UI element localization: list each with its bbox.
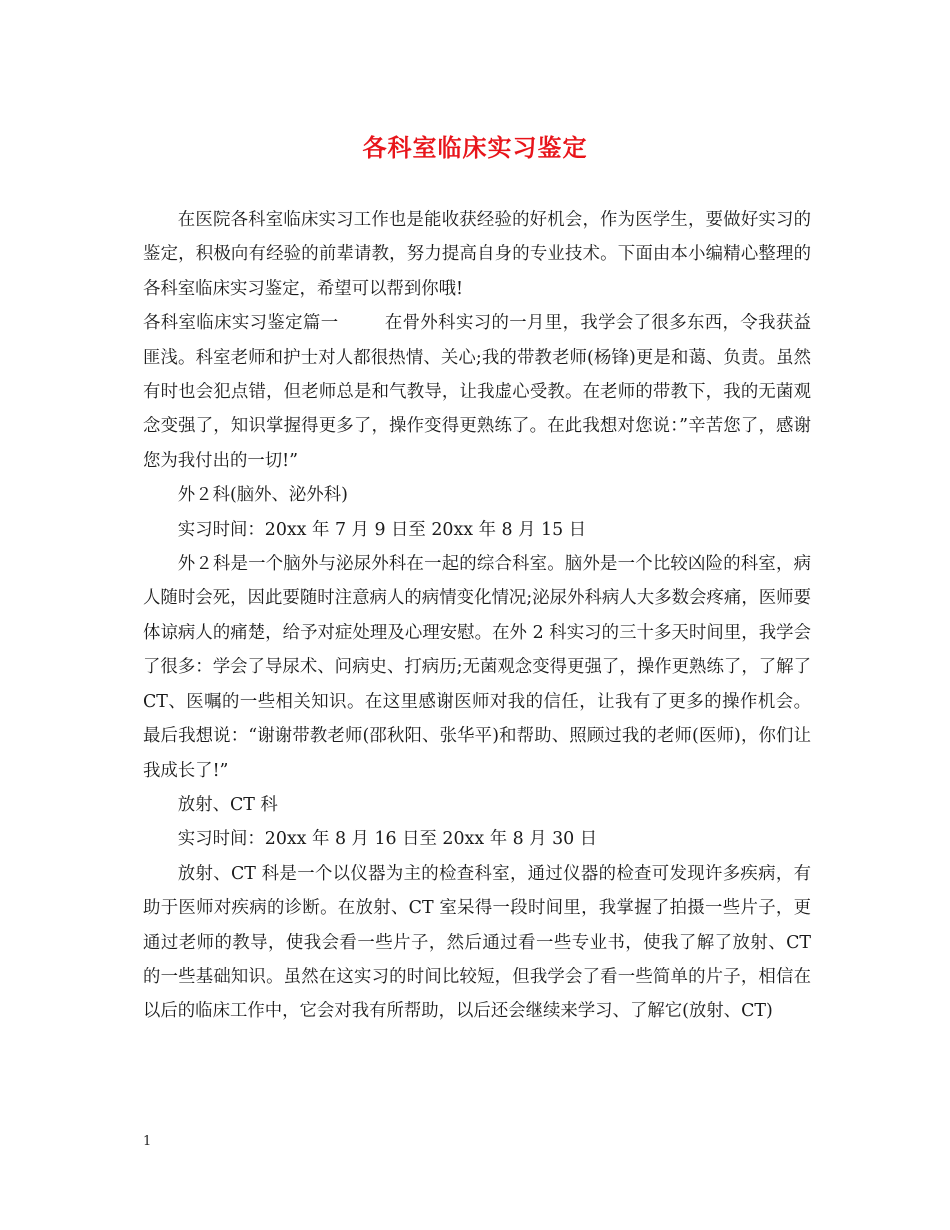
dept3-heading: 放射、CT 科 (177, 794, 278, 815)
section-one-paragraph (143, 306, 811, 478)
dept3-paragraph: 放射、CT 科是一个以仪器为主的检查科室，通过仪器的检查可发现许多疾病，有助于医师对疾病的诊断。在放射、CT 室呆得一段时间里，我掌握了拍摄一些片子，更通过老师的教导，使我会看一些片子，然后通过看一些专业书，使我了解了放射、CT 的一些基础知识。虽然在这实习的时间比较短，但我学会了看一些简单的片子，相信在以后的临床工作中，它会对我有所帮助，以后还会继续来学习、了解它(放射、CT) (143, 863, 811, 1022)
dept2-paragraph: 外２科是一个脑外与泌尿外科在一起的综合科室。脑外是一个比较凶险的科室，病人随时会死，因此要随时注意病人的病情变化情况;泌尿外科病人大多数会疼痛，医师要体谅病人的痛楚，给予对症处理及心理安慰。在外 2 科实习的三十多天时间里，我学会了很多：学会了导尿术、问病史、打病历;无菌观念变得更强了，操作更熟练了，了解了 CT、医嘱的一些相关知识。在这里感谢医师对我的信任，让我有了更多的操作机会。最后我想说：“谢谢带教老师(邵秋阳、张华平)和帮助、照顾过我的老师(医师)，你们让我成长了!” (143, 554, 811, 781)
dept2-time: 实习时间：20xx 年 7 月 9 日至 20xx 年 8 月 15 日 (177, 519, 587, 540)
document-title: 各科室临床实习鉴定 (362, 134, 588, 162)
dept3-time: 实习时间：20xx 年 8 月 16 日至 20xx 年 8 月 30 日 (177, 829, 598, 850)
page-number: 1 (143, 1134, 152, 1149)
section-one-text: 在骨外科实习的一月里，我学会了很多东西，令我获益匪浅。科室老师和护士对人都很热情、关心;我的带教老师(杨锋)更是和蔼、负责。虽然有时也会犯点错，但老师总是和气教导，让我虚心受教。在老师的带教下，我的无菌观念变强了，知识掌握得更多了，操作变得更熟练了。在此我想对您说：”辛苦您了，感谢您为我付出的一切!” (143, 313, 811, 471)
intro-paragraph: 在医院各科室临床实习工作也是能收获经验的好机会，作为医学生，要做好实习的鉴定，积极向有经验的前辈请教，努力提高自身的专业技术。下面由本小编精心整理的各科室临床实习鉴定，希望可以帮到你哦! (143, 210, 811, 299)
section-one-label: 各科室临床实习鉴定篇一 (143, 313, 339, 334)
document-body (143, 203, 811, 1029)
dept2-heading: 外２科(脑外、泌外科) (177, 485, 348, 506)
